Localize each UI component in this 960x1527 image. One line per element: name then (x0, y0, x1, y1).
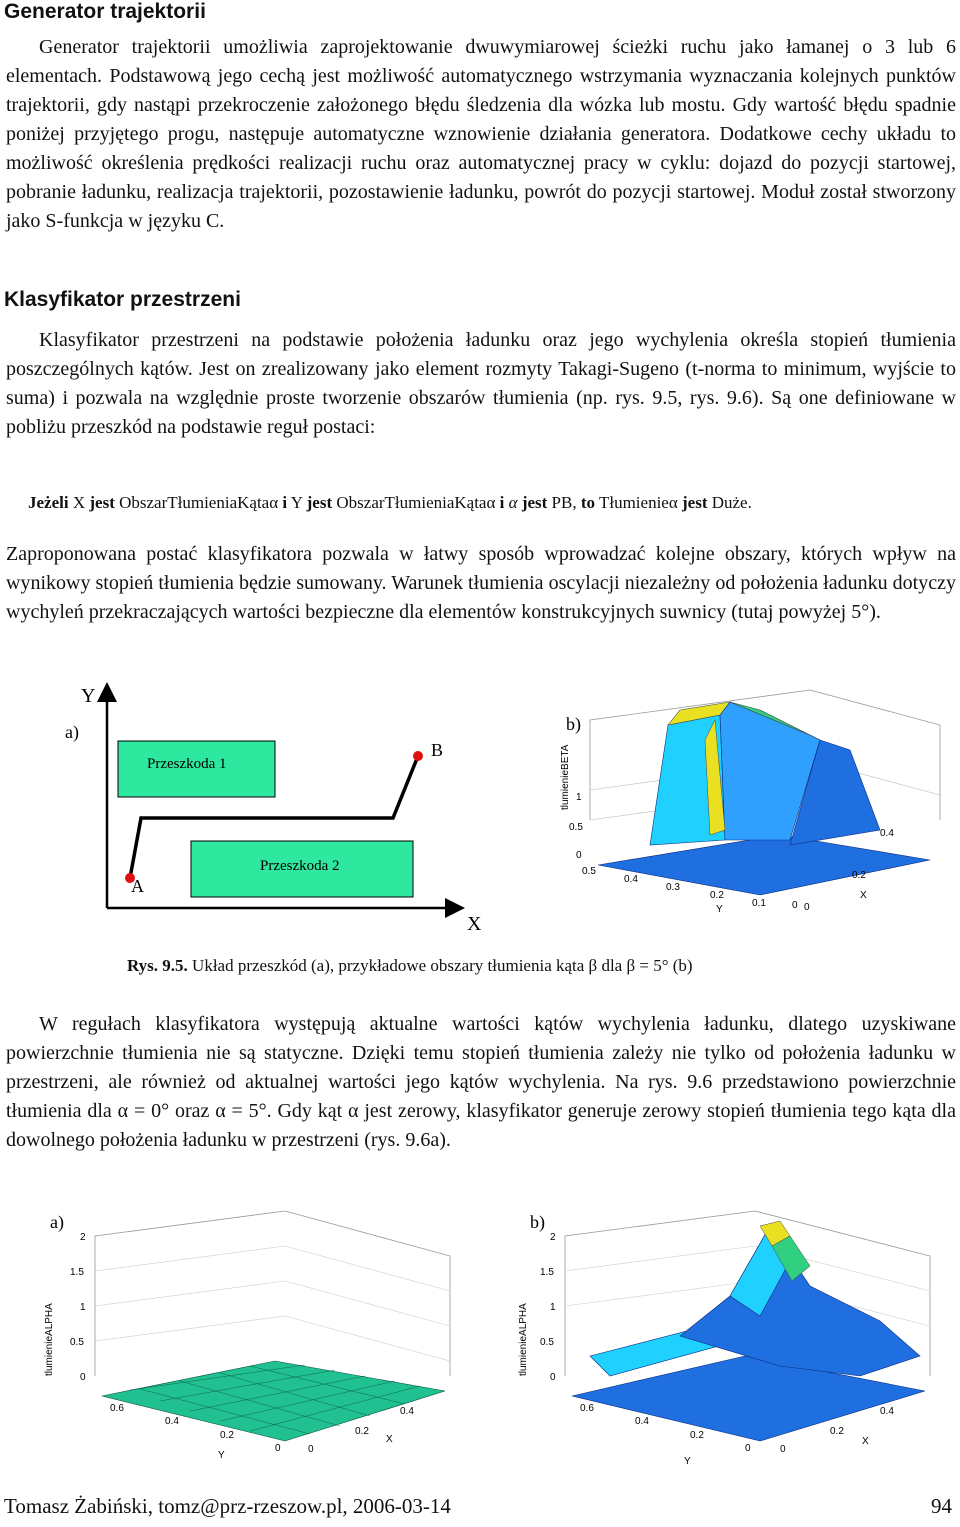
plot-zlabel: tlumienieALPHA (518, 1303, 529, 1376)
ytick: 0.2 (710, 890, 724, 901)
figure-9-5a (55, 680, 495, 940)
figure-9-6b (480, 1206, 950, 1476)
ytick: 0.4 (635, 1416, 649, 1427)
axes-box (95, 1211, 450, 1376)
ytick: 0.1 (752, 898, 766, 909)
point-a-label: A (131, 876, 144, 896)
figure-9-5b (520, 680, 960, 940)
ytick: 0.2 (220, 1430, 234, 1441)
fuzzy-rule (28, 493, 752, 513)
rule-big: Duże. (711, 493, 752, 512)
xtick: 0 (308, 1444, 314, 1455)
caption-number: Rys. 9.5. (127, 956, 188, 975)
figure-9-5-caption (127, 956, 693, 976)
page-number: 94 (931, 1494, 952, 1518)
rule-is: jest (521, 493, 548, 512)
caption-text: Układ przeszkód (a), przykładowe obszary tłumienia kąta β dla β = 5° (b) (192, 956, 693, 975)
plot-ylabel: Y (716, 904, 723, 915)
xtick: 0.2 (355, 1426, 369, 1437)
grid-line (285, 1246, 450, 1291)
fig96b-label: b) (530, 1212, 545, 1232)
plot-zlabel: tlumienieBETA (560, 744, 571, 810)
rule-x: X (72, 493, 86, 512)
xtick: 0 (780, 1444, 786, 1455)
ztick: 2 (80, 1232, 86, 1243)
xtick: 0.4 (880, 828, 894, 839)
rule-and: i (282, 493, 288, 512)
ztick: 0.5 (70, 1337, 84, 1348)
page-footer-author: Tomasz Żabiński, tomz@prz-rzeszow.pl, 2006-03-14 (4, 1494, 451, 1518)
ytick: 0 (792, 900, 798, 911)
figure-9-6a (10, 1206, 470, 1476)
rule-damp: Tłumienieα (598, 493, 678, 512)
grid-line (95, 1246, 285, 1271)
xtick: 0.4 (880, 1406, 894, 1417)
point-b-label: B (431, 740, 444, 760)
ztick: 0 (80, 1372, 86, 1383)
xtick: 0.4 (400, 1406, 414, 1417)
xtick: 0 (804, 902, 810, 913)
ztick: 0 (576, 850, 582, 861)
plot-xlabel: X (860, 890, 867, 901)
plot-ylabel: Y (684, 1456, 691, 1467)
ytick: 0.4 (165, 1416, 179, 1427)
plot-xlabel: X (862, 1436, 869, 1447)
rule-is: jest (306, 493, 333, 512)
ztick: 1 (576, 792, 582, 803)
rule-y: Y (290, 493, 303, 512)
ztick: 1.5 (70, 1267, 84, 1278)
fig95b-label: b) (566, 714, 581, 734)
rule-alpha: α (508, 493, 518, 512)
ytick: 0.5 (582, 866, 596, 877)
section-heading-generator: Generator trajektorii (4, 0, 206, 23)
ztick: 0.5 (569, 822, 583, 833)
point-b-marker (413, 751, 423, 761)
axis-y-label: Y (81, 685, 96, 707)
ytick: 0 (745, 1443, 751, 1454)
plot-xlabel: X (386, 1434, 393, 1445)
rule-and: i (499, 493, 505, 512)
rule-if: Jeżeli (28, 493, 69, 512)
ytick: 0.2 (690, 1430, 704, 1441)
fig96a-label: a) (50, 1212, 64, 1232)
paragraph-after-fig95: W regułach klasyfikatora występują aktualne wartości kątów wychylenia ładunku, dlatego uzyskiwane powierzchnie tłumienia nie są statyczne. Dzięki temu stopień tłumienia zależy nie tylko od położenia ładunku w przestrzeni, ale również od aktualnej wartości jego kątów wychylenia. Na rys. 9.6 przedstawiono powierzchnie tłumienia dla α = 0° oraz α = 5°. Gdy kąt α jest zerowy, klasyfikator generuje zerowy stopień tłumienia tego kąta dla dowolnego położenia ładunku w przestrzeni (rys. 9.6a). (6, 1013, 956, 1151)
ztick: 1 (550, 1302, 556, 1313)
classifier-paragraph-2: Zaproponowana postać klasyfikatora pozwala w łatwy sposób wprowadzać kolejne obszary, których wpływ na wynikowy stopień tłumienia będzie sumowany. Warunek tłumienia oscylacji niezależny od położenia ładunku dotyczy wychyleń przekraczających wartości bezpieczne dla elementów konstrukcyjnych suwnicy (tutaj powyżej 5°). (6, 543, 956, 623)
axis-x-label: X (467, 913, 482, 935)
plot-zlabel: tlumienieALPHA (44, 1303, 55, 1376)
grid-line (95, 1316, 285, 1341)
fig95a-label: a) (65, 722, 79, 742)
section-heading-classifier: Klasyfikator przestrzeni (4, 288, 241, 311)
generator-paragraph: Generator trajektorii umożliwia zaprojektowanie dwuwymiarowej ścieżki ruchu jako łamanej o 3 lub 6 elementach. Podstawową jego cechą jest możliwość automatycznego wstrzymania wyznaczania kolejnych punktów trajektorii, gdy nastąpi przekroczenie założonego błędu śledzenia dla wózka lub mostu. Gdy wartość błędu spadnie poniżej przyjętego progu, następuje automatyczne wznowienie działania generatora. Dodatkowe cechy układu to możliwość określenia prędkości realizacji ruchu oraz automatycznej pracy w cyklu: dojazd do pozycji startowej, pobranie ładunku, realizacja trajektorii, pozostawienie ładunku, powrót do pozycji startowej. Moduł został stworzony jako S-funkcja w języku C. (6, 36, 956, 232)
rule-then: to (580, 493, 596, 512)
ytick: 0 (275, 1443, 281, 1454)
ytick: 0.4 (624, 874, 638, 885)
xtick: 0.2 (830, 1426, 844, 1437)
xtick: 0.2 (852, 870, 866, 881)
rule-area: ObszarTłumieniaKątaα (336, 493, 496, 512)
grid-line (565, 1246, 755, 1271)
obstacle-1-label: Przeszkoda 1 (147, 756, 227, 772)
rule-is: jest (682, 493, 708, 512)
ytick: 0.3 (666, 882, 680, 893)
rule-area: ObszarTłumieniaKątaα (119, 493, 279, 512)
plot-ylabel: Y (218, 1450, 225, 1461)
grid-line (285, 1281, 450, 1326)
ztick: 0.5 (540, 1337, 554, 1348)
obstacle-2-label: Przeszkoda 2 (260, 858, 340, 874)
ytick: 0.6 (580, 1403, 594, 1414)
grid-line (95, 1281, 285, 1306)
ztick: 1.5 (540, 1267, 554, 1278)
ztick: 2 (550, 1232, 556, 1243)
classifier-paragraph: Klasyfikator przestrzeni na podstawie położenia ładunku oraz jego wychylenia określa stopień tłumienia poszczególnych kątów. Jest on zrealizowany jako element rozmyty Takagi-Sugeno (t-norma to minimum, wyjście to suma) i pozwala na względnie proste tworzenie obszarów tłumienia (np. rys. 9.5, rys. 9.6). Są one definiowane w pobliżu przeszkód na podstawie reguł postaci: (6, 329, 956, 438)
grid-line (285, 1316, 450, 1361)
surface-base (598, 835, 930, 895)
ztick: 0 (550, 1372, 556, 1383)
rule-is: jest (89, 493, 115, 512)
ytick: 0.6 (110, 1403, 124, 1414)
ztick: 1 (80, 1302, 86, 1313)
rule-pb: PB, (551, 493, 577, 512)
surface-hill (680, 1226, 920, 1376)
